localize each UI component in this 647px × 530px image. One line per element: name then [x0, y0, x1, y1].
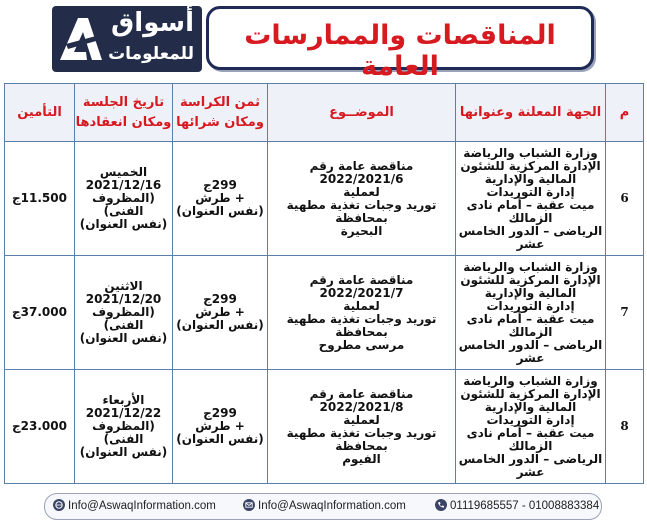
logo-text-information: للمعلومات — [108, 44, 194, 64]
session-line: (المظروف الفنى) — [92, 419, 155, 446]
subject-line: الفيوم — [342, 451, 381, 466]
session-cell — [75, 142, 173, 256]
subject-cell — [268, 256, 456, 370]
price-line: + طرش — [195, 305, 245, 319]
price-line: + طرش — [195, 191, 245, 205]
agency-cell — [456, 370, 606, 484]
logo-a-icon — [56, 14, 106, 64]
table-row — [5, 256, 644, 370]
agency-line: الرياضى – الدور الخامس — [458, 223, 603, 238]
agency-cell — [456, 256, 606, 370]
insurance-cell: 23.000ج — [5, 370, 75, 484]
session-line: (نفس العنوان) — [79, 217, 168, 231]
subject-line: لعملية — [343, 412, 380, 427]
table-row — [5, 370, 644, 484]
session-cell — [75, 256, 173, 370]
price-line: (نفس العنوان) — [176, 204, 264, 218]
col-header-agency: الجهة المعلنة وعنوانها — [456, 84, 606, 142]
agency-line: عشر — [516, 350, 545, 365]
col-header-insurance: التأمين — [5, 84, 75, 142]
subject-cell — [268, 370, 456, 484]
session-line: (المظروف الفنى) — [92, 305, 155, 332]
agency-line: إدارة التوريدات — [486, 412, 575, 427]
session-line: 2021/12/16 — [85, 178, 162, 192]
agency-line: وزارة الشباب والرياضة — [463, 373, 598, 388]
footer-phones[interactable] — [435, 499, 599, 512]
agency-line: الإدارة المركزية للشئون — [460, 386, 601, 401]
globe-icon — [53, 499, 65, 511]
contact-footer — [44, 493, 602, 520]
insurance-cell: 11.500ج — [5, 142, 75, 256]
agency-line: وزارة الشباب والرياضة — [463, 259, 598, 274]
agency-line: الزمالك — [508, 438, 553, 453]
subject-cell — [268, 142, 456, 256]
price-cell — [173, 142, 268, 256]
session-line: 2021/12/20 — [85, 292, 162, 306]
insurance-cell: 37.000ج — [5, 256, 75, 370]
subject-line: توريد وجبات تغذية مطهية بمحافظة — [286, 197, 437, 225]
agency-line: المالية والإدارية — [484, 399, 577, 414]
row-number: 7 — [606, 256, 644, 370]
session-cell — [75, 370, 173, 484]
col-header-subject: الموضــوع — [268, 84, 456, 142]
agency-line: الزمالك — [508, 324, 553, 339]
table-row — [5, 142, 644, 256]
table-header-row — [5, 84, 644, 142]
phone-icon — [435, 499, 447, 511]
agency-line: المالية والإدارية — [484, 285, 577, 300]
session-line: الأربعاء — [102, 393, 145, 407]
footer-email-2-text: Info@AswaqInformation.com — [258, 500, 406, 512]
logo-text-aswaq: أسواق — [111, 8, 194, 38]
subject-line: لعملية — [343, 298, 380, 313]
agency-line: الزمالك — [508, 210, 553, 225]
page-title: المناقصات والممارسات العامة — [244, 20, 556, 82]
row-number: 8 — [606, 370, 644, 484]
mail-icon — [243, 499, 255, 511]
agency-line: الإدارة المركزية للشئون — [460, 158, 601, 173]
col-header-price: ثمن الكراسة ومكان شرائها — [173, 84, 268, 142]
price-line: 299ج — [203, 178, 237, 192]
footer-email-1[interactable] — [53, 499, 216, 512]
agency-cell — [456, 142, 606, 256]
price-line: 299ج — [203, 406, 237, 420]
subject-line: توريد وجبات تغذية مطهية بمحافظة — [286, 425, 437, 453]
price-cell — [173, 370, 268, 484]
tenders-table — [4, 83, 644, 484]
agency-line: عشر — [516, 464, 545, 479]
agency-line: ميت عقبة – أمام نادى — [466, 311, 595, 326]
subject-line: توريد وجبات تغذية مطهية بمحافظة — [286, 311, 437, 339]
agency-line: إدارة التوريدات — [486, 184, 575, 199]
page-header — [0, 0, 647, 82]
col-header-session: تاريخ الجلسة ومكان انعقادها — [75, 84, 173, 142]
agency-line: الرياضى – الدور الخامس — [458, 451, 603, 466]
agency-line: عشر — [516, 236, 545, 251]
agency-line: ميت عقبة – أمام نادى — [466, 425, 595, 440]
session-line: الاثنين — [104, 279, 143, 293]
session-line: (المظروف الفنى) — [92, 191, 155, 218]
footer-email-2[interactable] — [243, 499, 406, 512]
agency-line: ميت عقبة – أمام نادى — [466, 197, 595, 212]
subject-line: مناقصة عامة رقم 2022/2021/8 — [309, 386, 414, 414]
brand-logo — [52, 6, 202, 72]
agency-line: المالية والإدارية — [484, 171, 577, 186]
title-banner — [206, 6, 594, 82]
agency-line: وزارة الشباب والرياضة — [463, 145, 598, 160]
subject-line: مناقصة عامة رقم 2022/2021/7 — [309, 272, 414, 300]
row-number: 6 — [606, 142, 644, 256]
agency-line: الإدارة المركزية للشئون — [460, 272, 601, 287]
price-cell — [173, 256, 268, 370]
agency-line: الرياضى – الدور الخامس — [458, 337, 603, 352]
footer-email-1-text: Info@AswaqInformation.com — [68, 500, 216, 512]
price-line: + طرش — [195, 419, 245, 433]
price-line: (نفس العنوان) — [176, 432, 264, 446]
price-line: 299ج — [203, 292, 237, 306]
subject-line: مرسى مطروح — [318, 337, 405, 352]
subject-line: البحيرة — [340, 223, 383, 238]
footer-phones-text: 01119685557 - 01008883384 — [450, 500, 600, 512]
agency-line: إدارة التوريدات — [486, 298, 575, 313]
subject-line: مناقصة عامة رقم 2022/2021/6 — [309, 158, 414, 186]
session-line: 2021/12/22 — [85, 406, 162, 420]
session-line: (نفس العنوان) — [79, 445, 168, 459]
subject-line: لعملية — [343, 184, 380, 199]
session-line: الخميس — [99, 165, 148, 179]
price-line: (نفس العنوان) — [176, 318, 264, 332]
session-line: (نفس العنوان) — [79, 331, 168, 345]
col-header-num: م — [606, 84, 644, 142]
